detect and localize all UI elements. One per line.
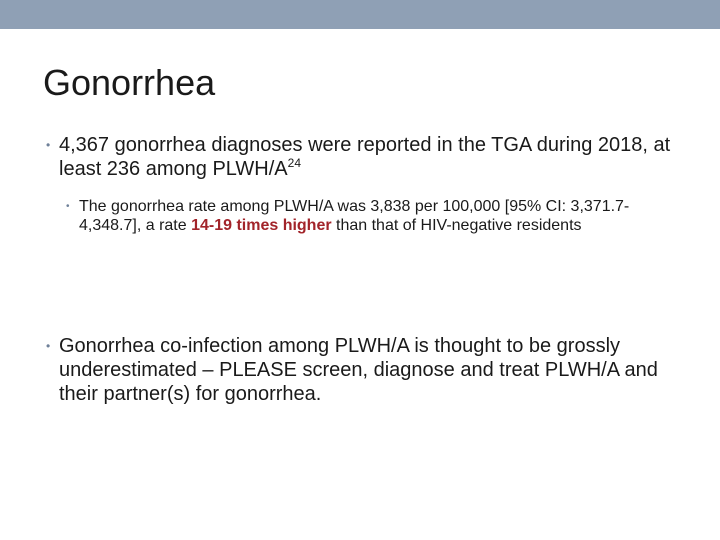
bullet-text: Gonorrhea co-infection among PLWH/A is thought to be grossly underestimated – PLEASE screen, diagnose and treat PLWH/A and their partner(s) for gonorrhea.: [59, 335, 658, 405]
slide-header-bar: [0, 0, 720, 29]
sub-bullet-marker: •: [66, 201, 70, 212]
sub-bullet-text: [79, 197, 676, 235]
rate-emphasis: 14-19 times higher: [191, 217, 332, 234]
citation-superscript: 24: [287, 156, 301, 170]
bullet-coinfection: [46, 334, 696, 406]
sub-bullet-gonorrhea-rate: [66, 197, 676, 235]
bullet-text: [59, 133, 696, 181]
bullet-marker: •: [46, 138, 51, 152]
sub-bullet-text-before: The gonorrhea rate among PLWH/A was 3,838 per 100,000 [95% CI: 3,371.7-4,348.7], a rate: [79, 198, 630, 234]
bullet-body: 4,367 gonorrhea diagnoses were reported in the TGA during 2018, at least 236 among PLWH/A: [59, 134, 671, 180]
slide-title: Gonorrhea: [43, 62, 216, 103]
bullet-gonorrhea-diagnoses: [46, 133, 696, 181]
sub-bullet-text-after: than that of HIV-negative residents: [331, 217, 582, 234]
bullet-marker: •: [46, 339, 51, 353]
